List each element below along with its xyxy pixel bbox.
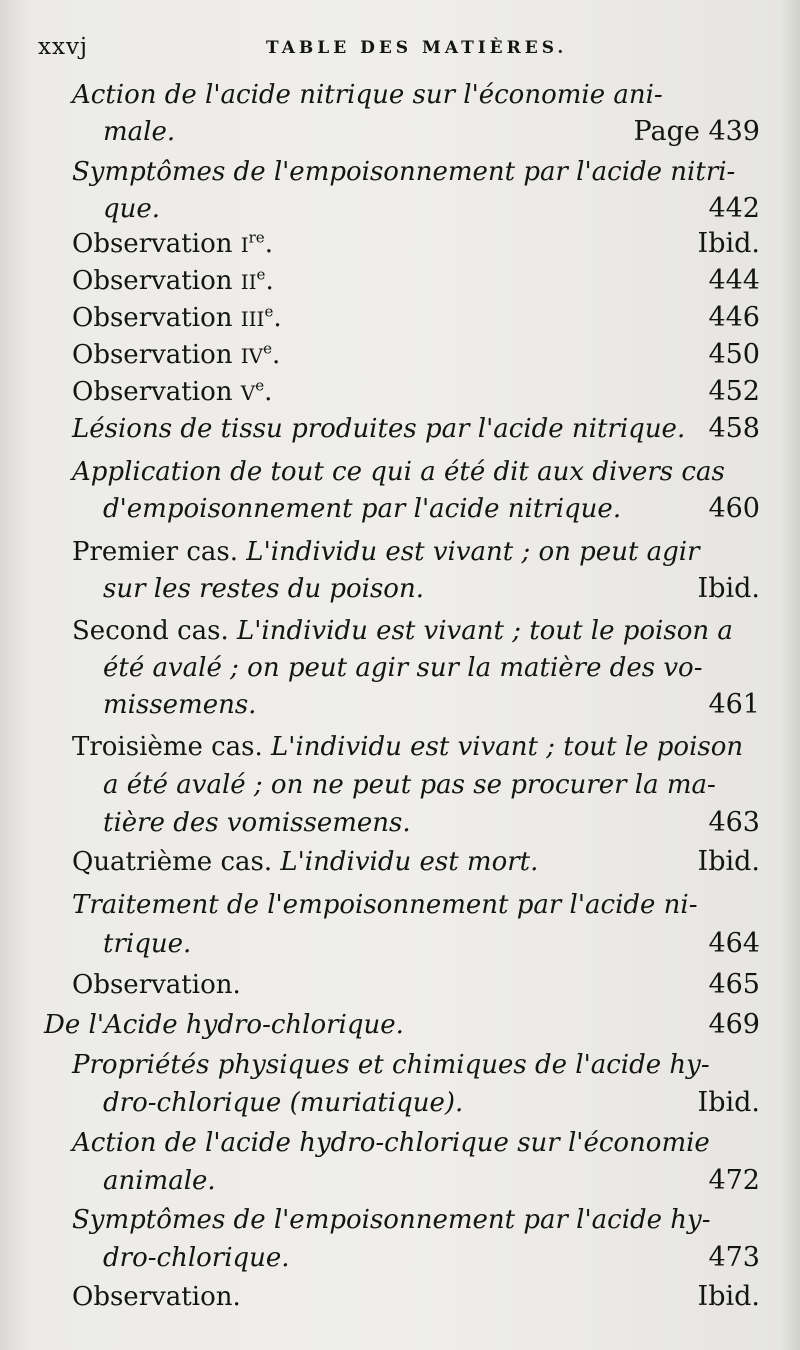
entry-text: a été avalé ; on ne peut pas se procurer la ma- <box>103 770 716 800</box>
entry-text: Observation. <box>72 1282 241 1312</box>
entry-text: Traitement de l'empoisonnement par l'acide ni- <box>72 890 698 920</box>
entry-page: Page 439 <box>633 116 760 147</box>
entry-text: tière des vomissemens. <box>103 808 411 838</box>
running-header <box>38 34 758 64</box>
entry-text: Symptômes de l'empoisonnement par l'acide nitri- <box>72 157 736 187</box>
entry-text: Action de l'acide hydro-chlorique sur l'économie <box>72 1128 710 1158</box>
entry-text: Observation IIe. <box>72 265 274 296</box>
entry-text: missemens. <box>103 690 257 720</box>
entry-text: été avalé ; on peut agir sur la matière des vo- <box>103 653 703 683</box>
entry-page: Ibid. <box>697 228 760 259</box>
entry-page: 464 <box>708 928 760 959</box>
entry-page: 465 <box>708 969 760 1000</box>
entry-text: trique. <box>103 929 192 959</box>
entry-text: Symptômes de l'empoisonnement par l'acide hy- <box>72 1205 711 1235</box>
entry-page: 473 <box>708 1242 760 1273</box>
entry-text: Observation Ire. <box>72 228 273 259</box>
entry-page: 452 <box>708 376 760 407</box>
entry-page: 446 <box>708 302 760 333</box>
entry-text: Troisième cas. L'individu est vivant ; tout le poison <box>72 732 744 762</box>
entry-text: Observation IVe. <box>72 339 281 370</box>
entry-text: Lésions de tissu produites par l'acide nitrique. <box>72 414 686 444</box>
entry-page: 458 <box>708 413 760 444</box>
entry-text: animale. <box>103 1166 216 1196</box>
entry-text: sur les restes du poison. <box>103 574 424 604</box>
entry-page: 472 <box>708 1165 760 1196</box>
entry-page: 450 <box>708 339 760 370</box>
entry-text: male. <box>103 117 176 147</box>
entry-text: que. <box>103 194 161 224</box>
entry-page: Ibid. <box>697 573 760 604</box>
entry-page: Ibid. <box>697 1087 760 1118</box>
entry-text: Propriétés physiques et chimiques de l'acide hy- <box>72 1050 710 1080</box>
entry-text: d'empoisonnement par l'acide nitrique. <box>103 494 622 524</box>
entry-text: Action de l'acide nitrique sur l'économie ani- <box>72 80 663 110</box>
entry-text: Application de tout ce qui a été dit aux divers cas <box>72 457 725 487</box>
entry-text: Premier cas. L'individu est vivant ; on peut agir <box>72 537 700 567</box>
entry-text: Observation. <box>72 970 241 1000</box>
entry-text: dro-chlorique (muriatique). <box>103 1088 464 1118</box>
entry-page: 469 <box>708 1009 760 1040</box>
entry-page: Ibid. <box>697 846 760 877</box>
page-number: xxvj <box>38 34 89 60</box>
entry-text: dro-chlorique. <box>103 1243 290 1273</box>
entry-text: Observation IIIe. <box>72 302 282 333</box>
entry-text: De l'Acide hydro-chlorique. <box>44 1010 404 1040</box>
entry-page: 461 <box>708 689 760 720</box>
page-title: TABLE DES MATIÈRES. <box>266 38 568 58</box>
entry-text: Observation Ve. <box>72 376 273 407</box>
entry-page: 442 <box>708 193 760 224</box>
entry-text: Quatrième cas. L'individu est mort. <box>72 847 539 877</box>
entry-page: 463 <box>708 807 760 838</box>
entry-page: 444 <box>708 265 760 296</box>
entry-page: 460 <box>708 493 760 524</box>
entry-text: Second cas. L'individu est vivant ; tout le poison a <box>72 616 733 646</box>
entry-page: Ibid. <box>697 1281 760 1312</box>
